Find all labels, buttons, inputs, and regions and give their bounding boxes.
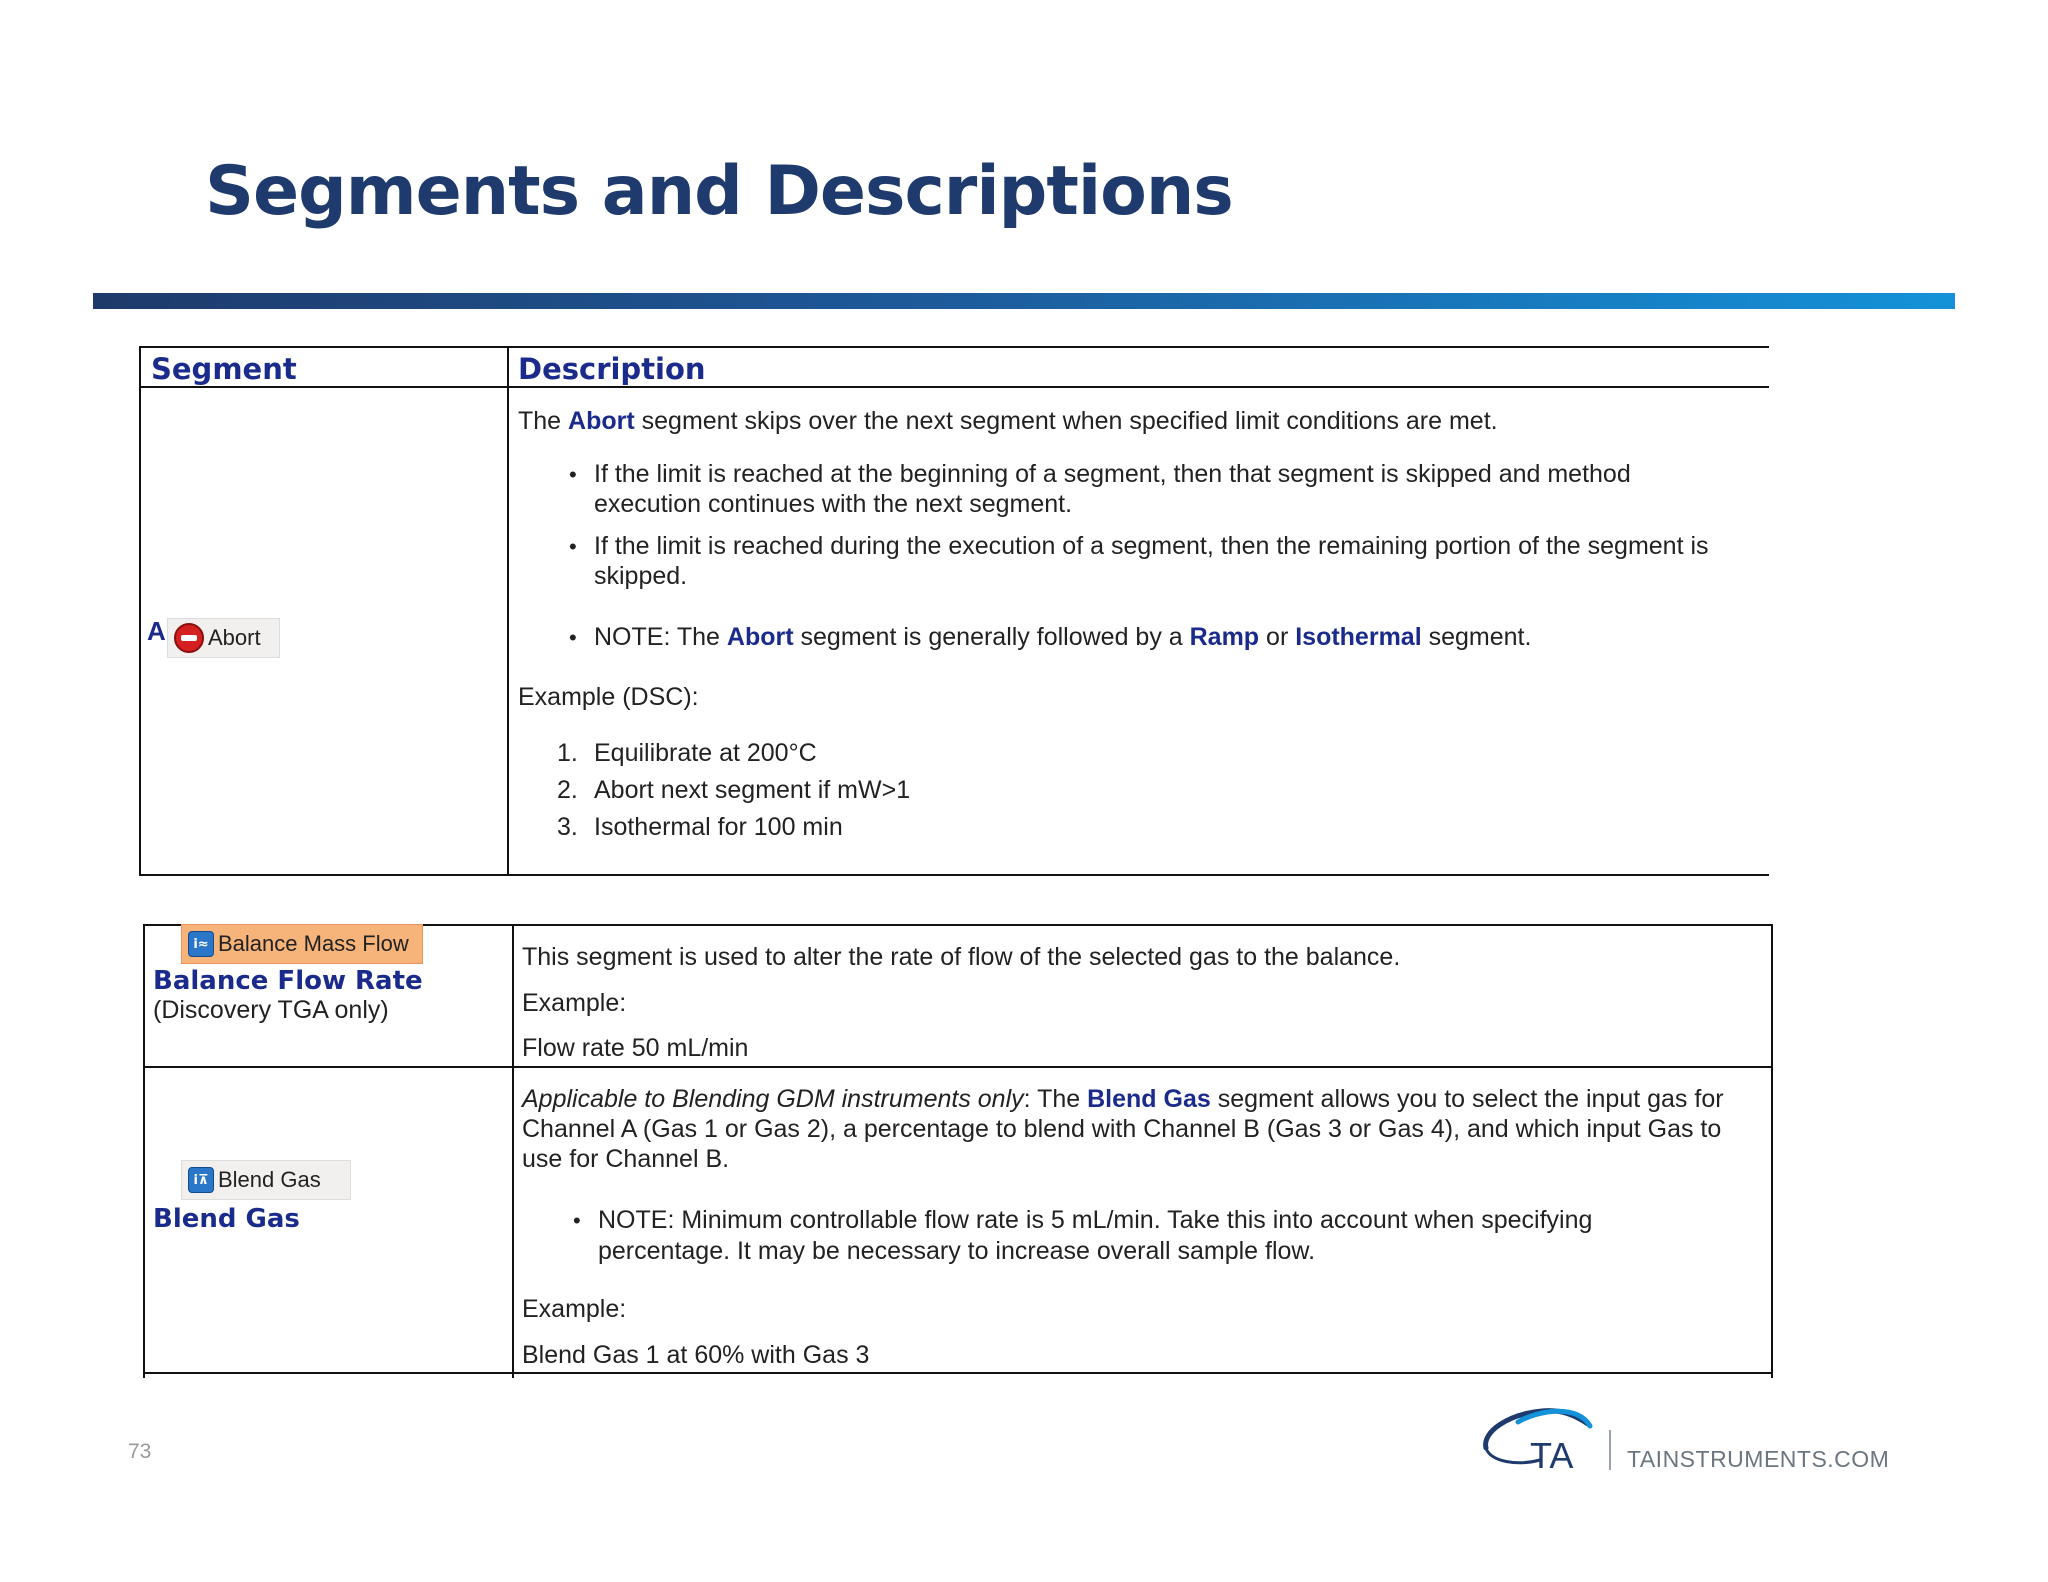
- balance-mass-flow-chip[interactable]: [181, 924, 423, 964]
- step-text: Equilibrate at 200°C: [594, 739, 817, 767]
- table-border: [139, 386, 1769, 388]
- blend-line-2: Channel A (Gas 1 or Gas 2), a percentage to blend with Channel B (Gas 3 or Gas 4), and which input Gas to: [522, 1115, 1722, 1143]
- balance-example-label: Example:: [522, 989, 627, 1017]
- blend-example: Blend Gas 1 at 60% with Gas 3: [522, 1341, 870, 1369]
- abort-segment-table: [139, 346, 1769, 876]
- bullet: •: [569, 625, 577, 650]
- bullet: •: [569, 534, 577, 559]
- abort-chip-label: Abort: [208, 625, 261, 650]
- abort-example-label: Example (DSC):: [518, 683, 699, 711]
- balance-flow-rate-note: (Discovery TGA only): [153, 996, 389, 1024]
- step-number: 1.: [557, 739, 578, 767]
- blend-line-3: use for Channel B.: [522, 1145, 730, 1173]
- table-border: [512, 924, 514, 1378]
- abort-intro: [518, 406, 1498, 436]
- balance-chip-label: Balance Mass Flow: [218, 931, 409, 956]
- step-text: Abort next segment if mW>1: [594, 776, 911, 804]
- table-border: [143, 924, 145, 1378]
- abort-bullet-1-line-2: execution continues with the next segment.: [594, 490, 1073, 518]
- blend-gas-name: Blend Gas: [153, 1204, 300, 1234]
- text: or: [1259, 623, 1296, 651]
- description-column-header: Description: [518, 352, 706, 386]
- abort-bullet-2-line-1: If the limit is reached during the execution of a segment, then the remaining portion of the segment is: [594, 532, 1709, 560]
- blend-icon: i⊼: [188, 1167, 214, 1193]
- abort-bullet-1-line-1: If the limit is reached at the beginning of a segment, then that segment is skipped and method: [594, 460, 1631, 488]
- flow-icon: i≈: [188, 931, 214, 957]
- blend-gas-chip[interactable]: [181, 1160, 351, 1200]
- step-text: Isothermal for 100 min: [594, 813, 843, 841]
- brand-url[interactable]: TAINSTRUMENTS.COM: [1627, 1446, 1890, 1472]
- text: segment skips over the next segment when specified limit conditions are met.: [634, 407, 1498, 435]
- text: segment.: [1421, 623, 1532, 651]
- bullet: •: [573, 1208, 581, 1233]
- blend-line-1: [522, 1084, 1724, 1114]
- keyword-isothermal: Isothermal: [1295, 623, 1422, 651]
- abort-chip[interactable]: [167, 618, 280, 658]
- step-number: 2.: [557, 776, 578, 804]
- table-border: [143, 1372, 1773, 1374]
- step-number: 3.: [557, 813, 578, 841]
- text: Applicable to Blending GDM instruments only: [522, 1085, 1024, 1113]
- blend-chip-label: Blend Gas: [218, 1167, 321, 1192]
- page-title: Segments and Descriptions: [205, 152, 1233, 231]
- balance-description: This segment is used to alter the rate of flow of the selected gas to the balance.: [522, 943, 1401, 971]
- balance-example: Flow rate 50 mL/min: [522, 1034, 749, 1062]
- keyword-blend-gas: Blend Gas: [1087, 1085, 1211, 1113]
- abort-icon: [174, 623, 204, 653]
- table-border: [139, 348, 141, 874]
- table-border: [143, 1066, 1773, 1068]
- brand-logo: [1478, 1404, 2018, 1474]
- text: segment is generally followed by a: [793, 623, 1190, 651]
- table-border: [507, 348, 509, 874]
- segment-label-letter: A: [147, 616, 166, 646]
- text: : The: [1023, 1085, 1088, 1113]
- keyword-ramp: Ramp: [1189, 623, 1260, 651]
- ta-swoosh-icon: [1478, 1404, 1608, 1474]
- abort-bullet-2-line-2: skipped.: [594, 562, 688, 590]
- blend-example-label: Example:: [522, 1295, 627, 1323]
- segment-column-header: Segment: [151, 352, 297, 386]
- balance-flow-rate-name: Balance Flow Rate: [153, 966, 423, 996]
- title-divider: [93, 293, 1955, 309]
- text: NOTE: The: [594, 623, 727, 651]
- blend-note-line-1: NOTE: Minimum controllable flow rate is 5 mL/min. Take this into account when specifying: [598, 1206, 1593, 1234]
- gas-segment-table: [143, 924, 1773, 1374]
- logo-separator: [1609, 1430, 1611, 1470]
- bullet: •: [569, 462, 577, 487]
- logo-text: TA: [1530, 1435, 1574, 1474]
- text: The: [518, 407, 569, 435]
- table-border: [1771, 924, 1773, 1378]
- page-number: 73: [128, 1440, 152, 1463]
- keyword-abort: Abort: [726, 623, 794, 651]
- text: segment allows you to select the input gas for: [1210, 1085, 1724, 1113]
- keyword-abort: Abort: [568, 407, 635, 435]
- blend-note-line-2: percentage. It may be necessary to increase overall sample flow.: [598, 1237, 1316, 1265]
- abort-note: [594, 622, 1531, 652]
